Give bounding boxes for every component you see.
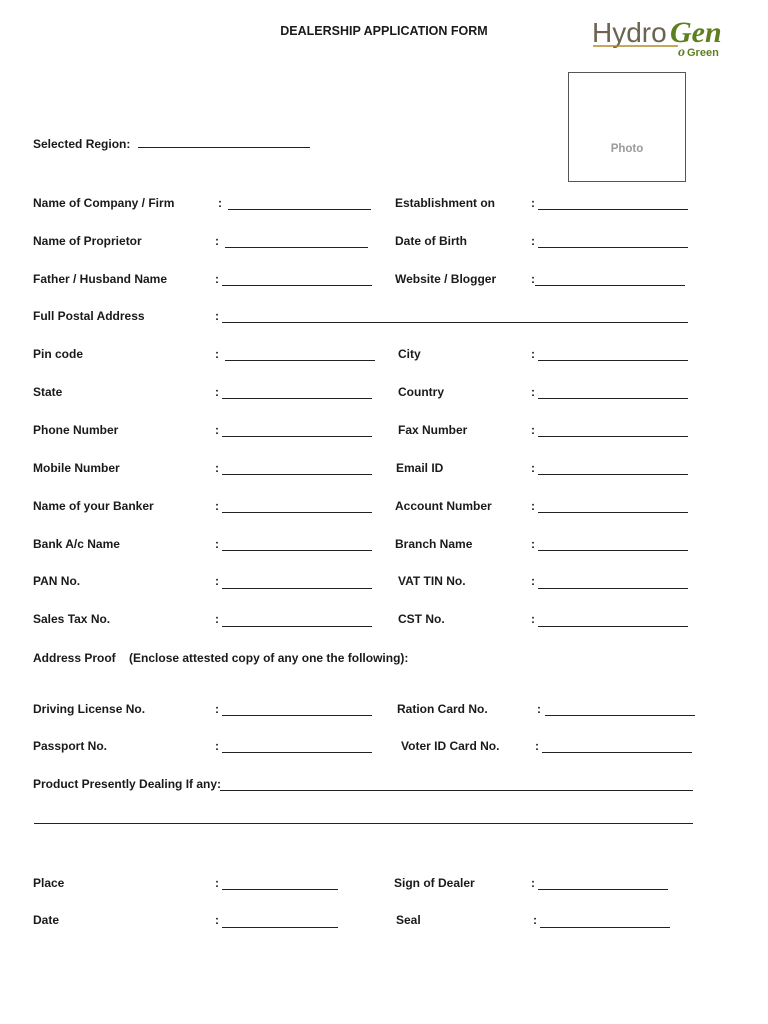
colon: : (531, 347, 535, 361)
field-proprietor[interactable] (225, 247, 368, 248)
label-place: Place (33, 876, 65, 890)
hydrogen-logo (590, 14, 735, 60)
field-cst[interactable] (538, 626, 688, 627)
label-proprietor: Name of Proprietor (33, 234, 142, 248)
field-establishment[interactable] (538, 209, 688, 210)
colon: : (531, 385, 535, 399)
colon: : (531, 423, 535, 437)
colon: : (215, 702, 219, 716)
field-voter[interactable] (542, 752, 692, 753)
colon: : (531, 537, 535, 551)
label-banker: Name of your Banker (33, 499, 154, 513)
field-postal[interactable] (222, 322, 688, 323)
label-passport: Passport No. (33, 739, 108, 753)
label-voter: Voter ID Card No. (401, 739, 500, 753)
field-pan[interactable] (222, 588, 372, 589)
label-ration: Ration Card No. (397, 702, 488, 716)
colon: : (215, 612, 219, 626)
colon: : (215, 537, 219, 551)
colon: : (531, 461, 535, 475)
field-dob[interactable] (538, 247, 688, 248)
colon: : (215, 913, 219, 927)
label-country: Country (398, 385, 444, 399)
colon: : (218, 196, 222, 210)
field-state[interactable] (222, 398, 372, 399)
field-sales-tax[interactable] (222, 626, 372, 627)
field-city[interactable] (538, 360, 688, 361)
label-sign: Sign of Dealer (394, 876, 475, 890)
colon: : (531, 196, 535, 210)
logo-text-hydro: Hydro (592, 17, 667, 48)
field-driving[interactable] (222, 715, 372, 716)
colon: : (215, 309, 219, 323)
colon: : (215, 272, 219, 286)
field-vat[interactable] (538, 588, 688, 589)
label-account: Account Number (395, 499, 492, 513)
label-driving: Driving License No. (33, 702, 146, 716)
label-product: Product Presently Dealing If any: (33, 777, 222, 791)
address-proof-note: (Enclose attested copy of any one the following): (129, 651, 409, 665)
label-branch: Branch Name (395, 537, 473, 551)
colon: : (531, 234, 535, 248)
field-pin[interactable] (225, 360, 375, 361)
colon: : (215, 574, 219, 588)
label-sales-tax: Sales Tax No. (33, 612, 111, 626)
field-sign[interactable] (538, 889, 668, 890)
field-banker[interactable] (222, 512, 372, 513)
field-product[interactable] (220, 790, 693, 791)
photo-label: Photo (610, 143, 644, 155)
field-passport[interactable] (222, 752, 372, 753)
logo-text-go: o (678, 45, 685, 60)
field-date[interactable] (222, 927, 338, 928)
field-country[interactable] (538, 398, 688, 399)
form-title: DEALERSHIP APPLICATION FORM (280, 24, 488, 38)
label-establishment: Establishment on (395, 196, 496, 210)
field-father[interactable] (222, 285, 372, 286)
label-state: State (33, 385, 63, 399)
field-mobile[interactable] (222, 474, 372, 475)
colon: : (531, 499, 535, 513)
label-cst: CST No. (398, 612, 445, 626)
field-ration[interactable] (545, 715, 695, 716)
selected-region-field[interactable] (138, 135, 310, 148)
colon: : (533, 913, 537, 927)
field-website[interactable] (535, 285, 685, 286)
colon: : (215, 461, 219, 475)
field-email[interactable] (538, 474, 688, 475)
logo-text-gen: Gen (670, 16, 722, 49)
colon: : (215, 499, 219, 513)
label-bank-ac: Bank A/c Name (33, 537, 120, 551)
label-dob: Date of Birth (395, 234, 467, 248)
selected-region-row (33, 135, 310, 151)
field-bank-ac[interactable] (222, 550, 372, 551)
field-branch[interactable] (538, 550, 688, 551)
field-fax[interactable] (538, 436, 688, 437)
colon: : (537, 702, 541, 716)
logo-text-green: Green (687, 47, 719, 59)
selected-region-label: Selected Region: (33, 137, 131, 151)
colon: : (531, 876, 535, 890)
label-vat: VAT TIN No. (398, 574, 466, 588)
colon: : (531, 612, 535, 626)
label-pan: PAN No. (33, 574, 81, 588)
field-product-line2[interactable] (34, 823, 693, 824)
label-pin: Pin code (33, 347, 84, 361)
label-city: City (398, 347, 421, 361)
label-fax: Fax Number (398, 423, 468, 437)
label-father: Father / Husband Name (33, 272, 168, 286)
photo-box[interactable] (568, 72, 686, 182)
label-company: Name of Company / Firm (33, 196, 175, 210)
label-website: Website / Blogger (395, 272, 497, 286)
field-place[interactable] (222, 889, 338, 890)
label-phone: Phone Number (33, 423, 119, 437)
label-postal: Full Postal Address (33, 309, 145, 323)
label-date: Date (33, 913, 60, 927)
address-proof-heading (33, 651, 408, 665)
field-account[interactable] (538, 512, 688, 513)
colon: : (215, 876, 219, 890)
label-seal: Seal (396, 913, 421, 927)
colon: : (535, 739, 539, 753)
field-phone[interactable] (222, 436, 372, 437)
colon: : (531, 272, 535, 286)
colon: : (215, 423, 219, 437)
colon: : (531, 574, 535, 588)
colon: : (215, 234, 219, 248)
colon: : (215, 347, 219, 361)
colon: : (215, 739, 219, 753)
colon: : (215, 385, 219, 399)
label-mobile: Mobile Number (33, 461, 120, 475)
address-proof-label: Address Proof (33, 651, 116, 665)
field-seal[interactable] (540, 927, 670, 928)
field-company[interactable] (228, 209, 371, 210)
label-email: Email ID (396, 461, 444, 475)
